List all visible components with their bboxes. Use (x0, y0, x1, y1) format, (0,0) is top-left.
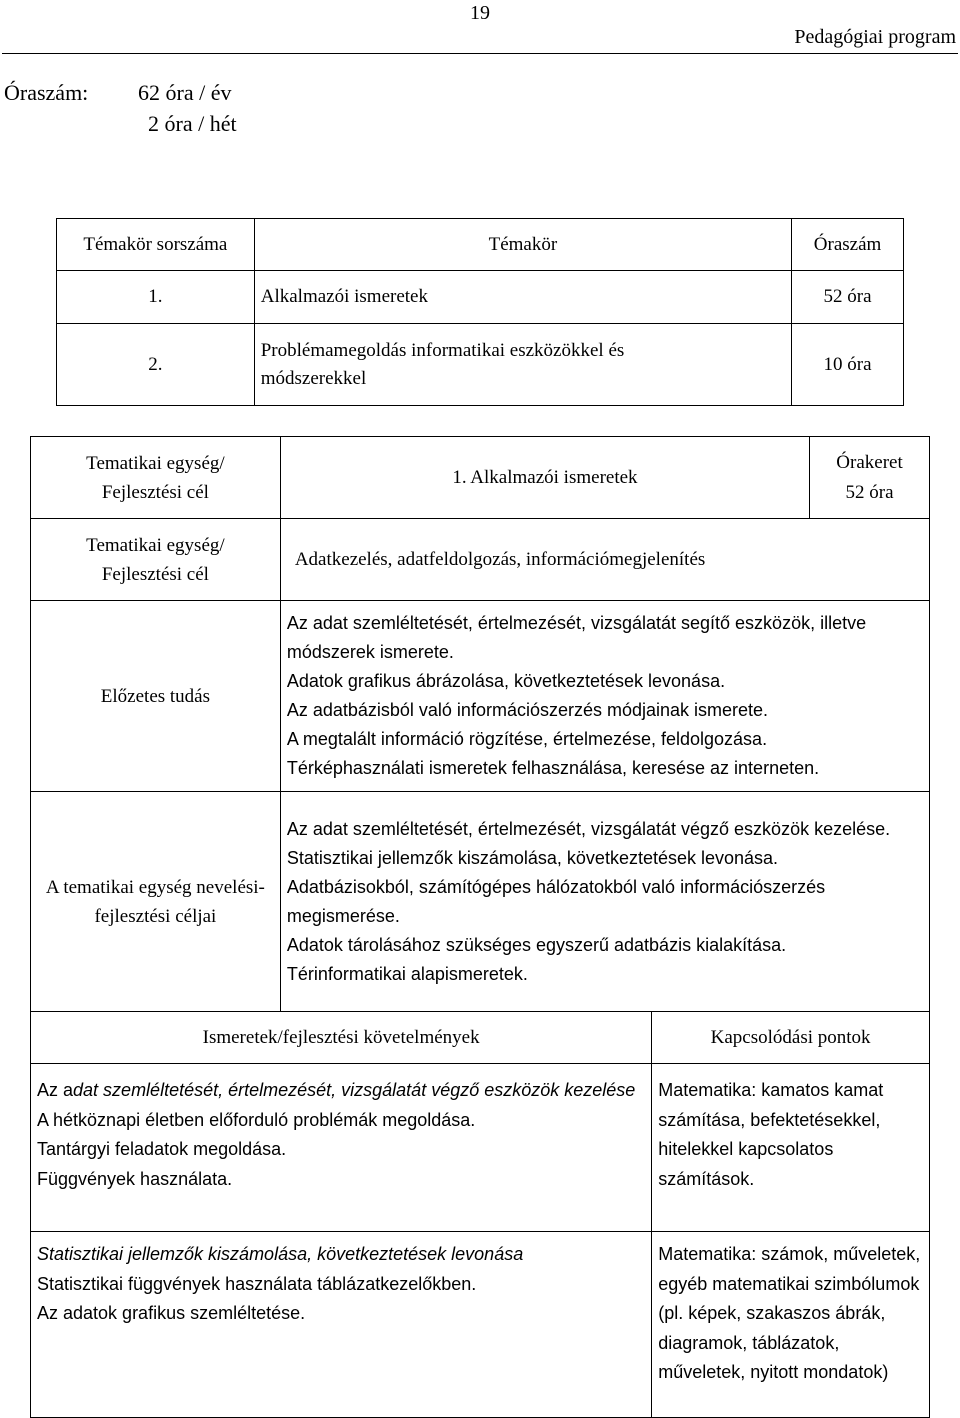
list-item: Az adatok grafikus szemléltetése. (37, 1303, 306, 1323)
requirements-table (30, 1011, 930, 1418)
unit-subtitle: Adatkezelés, adatfeldolgozás, információmegjelenítés (280, 519, 929, 601)
list-item: Az adat szemléltetését, értelmezését, vizsgálatát segítő eszközök, illetve módszerek ismerete. (286, 613, 867, 662)
list-item: Térinformatikai alapismeretek. (286, 963, 528, 984)
list-item: Tantárgyi feladatok megoldása. (37, 1139, 287, 1159)
unit-label: Tematikai egység/ Fejlesztési cél (31, 437, 281, 519)
requirement-cell (31, 1232, 652, 1418)
hours-per-week: 2 óra / hét (148, 111, 237, 136)
topic-hours: 52 óra (792, 271, 904, 324)
document-title: Pedagógiai program (794, 26, 956, 48)
topic-hours: 10 óra (792, 324, 904, 406)
col-header-requirements: Ismeretek/fejlesztési követelmények (31, 1012, 652, 1064)
list-item: A hétköznapi életben előforduló problémák megoldása. (37, 1109, 476, 1130)
topic-name: Alkalmazói ismeretek (254, 271, 791, 324)
page-number: 19 (470, 2, 490, 24)
hours-per-year: 62 óra / év (138, 80, 232, 105)
table-row (31, 1064, 930, 1232)
hour-framework-value: 52 óra (845, 481, 894, 503)
unit-title: 1. Alkalmazói ismeretek (280, 437, 809, 519)
requirement-title (37, 1076, 645, 1106)
table-row (57, 271, 904, 324)
requirement-title-italic: dat szemléltetését, értelmezését, vizsgálatát végző eszközök kezelése (73, 1080, 636, 1100)
hours-label: Óraszám: (4, 80, 89, 105)
list-item: Adatbázisokból, számítógépes hálózatokból való információszerzés megismerése. (286, 876, 826, 926)
col-header-number: Témakör sorszáma (57, 219, 255, 271)
unit-table (30, 436, 930, 1012)
hour-framework (810, 437, 930, 519)
list-item: Adatok tárolásához szükséges egyszerű adatbázis kialakítása. (286, 934, 787, 955)
topics-table (56, 218, 904, 406)
col-header-topic: Témakör (254, 219, 791, 271)
table-row (31, 1232, 930, 1418)
goals-text (280, 792, 929, 1012)
goals-label: A tematikai egység nevelési-fejlesztési céljai (31, 792, 281, 1012)
requirement-title (37, 1240, 645, 1270)
prior-knowledge-row (31, 601, 930, 792)
topic-name: Problémamegoldás informatikai eszközökkel és módszerekkel (254, 324, 791, 406)
connection-cell: Matematika: számok, műveletek, egyéb matematikai szimbólumok (pl. képek, szakaszos ábrák, diagramok, táblázatok, műveletek, nyitott mondatok) (652, 1232, 930, 1418)
list-item: A megtalált információ rögzítése, értelmezése, feldolgozása. (286, 729, 768, 749)
col-header-hours: Óraszám (792, 219, 904, 271)
unit-subtitle-row (31, 519, 930, 601)
list-item: Az adat szemléltetését, értelmezését, vizsgálatát végző eszközök kezelése. (286, 818, 891, 839)
list-item: Statisztikai jellemzők kiszámolása, következtetések levonása. (286, 847, 779, 868)
header-divider (2, 53, 958, 54)
col-header-connections: Kapcsolódási pontok (652, 1012, 930, 1064)
table-row (57, 324, 904, 406)
requirements-header-row (31, 1012, 930, 1064)
topic-number: 1. (57, 271, 255, 324)
list-item: Az adatbázisból való információszerzés módjainak ismerete. (286, 700, 769, 720)
list-item: Adatok grafikus ábrázolása, következtetések levonása. (286, 671, 726, 691)
prior-knowledge-text (280, 601, 929, 792)
requirement-title-italic: Statisztikai jellemzők kiszámolása, következtetések levonása (37, 1244, 524, 1264)
prior-knowledge-label: Előzetes tudás (31, 601, 281, 792)
connection-cell: Matematika: kamatos kamat számítása, befektetésekkel, hitelekkel kapcsolatos számítások. (652, 1064, 930, 1232)
list-item: Statisztikai függvények használata táblázatkezelőkben. (37, 1273, 477, 1294)
list-item: Függvények használata. (37, 1168, 233, 1189)
topic-number: 2. (57, 324, 255, 406)
unit-title-row (31, 437, 930, 519)
requirement-cell (31, 1064, 652, 1232)
hour-framework-label: Órakeret (836, 451, 903, 473)
list-item: Térképhasználati ismeretek felhasználása, keresése az interneten. (286, 758, 820, 778)
goals-row (31, 792, 930, 1012)
topics-header-row (57, 219, 904, 271)
requirement-title-plain: Az a (37, 1080, 74, 1100)
unit-label: Tematikai egység/ Fejlesztési cél (31, 519, 281, 601)
